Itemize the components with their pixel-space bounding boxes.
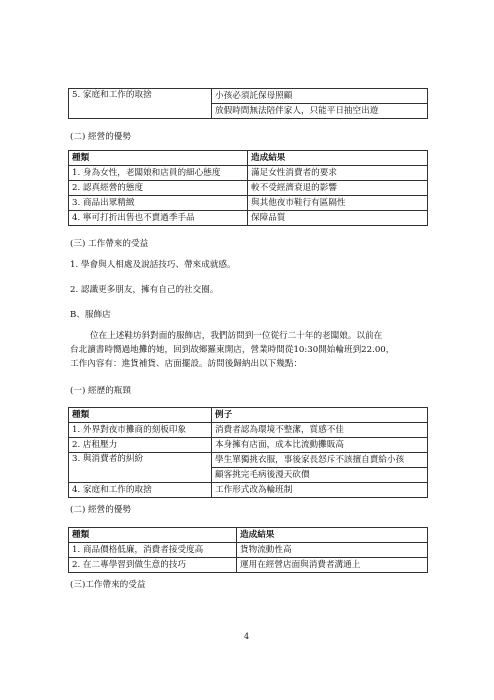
table-cell: 顧客挑完毛病後漫天砍價: [212, 468, 428, 483]
table-cell: 滿足女性消費者的要求: [248, 166, 428, 181]
table-header: 種類: [69, 151, 248, 166]
intro-line: 工作內容有：進貨補貨、店面擺設。訪問後歸納出以下幾點：: [70, 359, 303, 369]
section-heading: (一) 經歷的瓶頸: [70, 386, 131, 396]
table-cell: 貨物流動性高: [237, 543, 428, 558]
section-title: B、服飾店: [70, 310, 111, 320]
section-heading: (二) 經營的優勢: [70, 505, 131, 515]
advantages-table-b: [68, 527, 428, 573]
table-cell: 與其他夜市鞋行有區隔性: [248, 196, 428, 211]
table-cell: 放假時間無法陪伴家人，只能平日抽空出遊: [212, 104, 428, 119]
table-cell: 運用在經營店面與消費者溝通上: [237, 558, 428, 573]
table-cell: 1. 外界對夜市攤商的刻板印象: [69, 423, 212, 438]
gain-item: 2. 認識更多朋友，擁有自己的社交圈。: [70, 285, 219, 295]
table-cell: 2. 店租壓力: [69, 438, 212, 453]
section-heading: (三)工作帶來的受益: [70, 580, 146, 590]
table-cell: 本身擁有店面，成本比流動攤販高: [212, 438, 428, 453]
difficulties-table: [68, 407, 428, 498]
table-cell: 3. 與消費者的糾紛: [69, 453, 212, 483]
advantages-table-a: [68, 150, 428, 226]
table-cell: 小孩必須託保母照顧: [212, 89, 428, 104]
intro-line: 位在上述鞋坊斜對面的服飾店，我們訪問到一位從行二十年的老闆娘。以前在: [90, 331, 383, 341]
table-cell: 學生單獨挑衣服，事後家長怒斥不該擅自賣給小孩: [212, 453, 428, 468]
table-cell: 5. 家庭和工作的取捨: [69, 89, 212, 119]
table-cell: 較不受經濟衰退的影響: [248, 181, 428, 196]
top-continuation-table: [68, 88, 428, 119]
page-number: 4: [244, 632, 250, 641]
table-cell: 工作形式改為輪班制: [212, 483, 428, 498]
table-header: 造成結果: [248, 151, 428, 166]
table-cell: 2. 在二專學習到做生意的技巧: [69, 558, 237, 573]
section-heading: (二) 經營的優勢: [70, 132, 131, 142]
table-header: 例子: [212, 408, 428, 423]
table-cell: 4. 寧可打折出售也不賣過季手品: [69, 211, 248, 226]
table-cell: 1. 身為女性，老闆娘和店員的細心態度: [69, 166, 248, 181]
table-header: 種類: [69, 408, 212, 423]
table-cell: 消費者認為環境不整潔，質感不佳: [212, 423, 428, 438]
gain-item: 1. 學會與人相處及說話技巧、帶來成就感。: [70, 260, 236, 270]
table-cell: 4. 家庭和工作的取捨: [69, 483, 212, 498]
table-cell: 2. 認真經營的態度: [69, 181, 248, 196]
table-header: 造成結果: [237, 528, 428, 543]
section-heading: (三) 工作帶來的受益: [70, 239, 149, 249]
table-cell: 保障品質: [248, 211, 428, 226]
table-cell: 1. 商品價格低廉，消費者接受度高: [69, 543, 237, 558]
table-header: 種類: [69, 528, 237, 543]
table-cell: 3. 商品出眾精緻: [69, 196, 248, 211]
intro-line: 台北讀書時嚮過地攤的她，回到故鄉羅東開店，營業時間從10:30開始輪班到22.00，: [70, 345, 395, 355]
